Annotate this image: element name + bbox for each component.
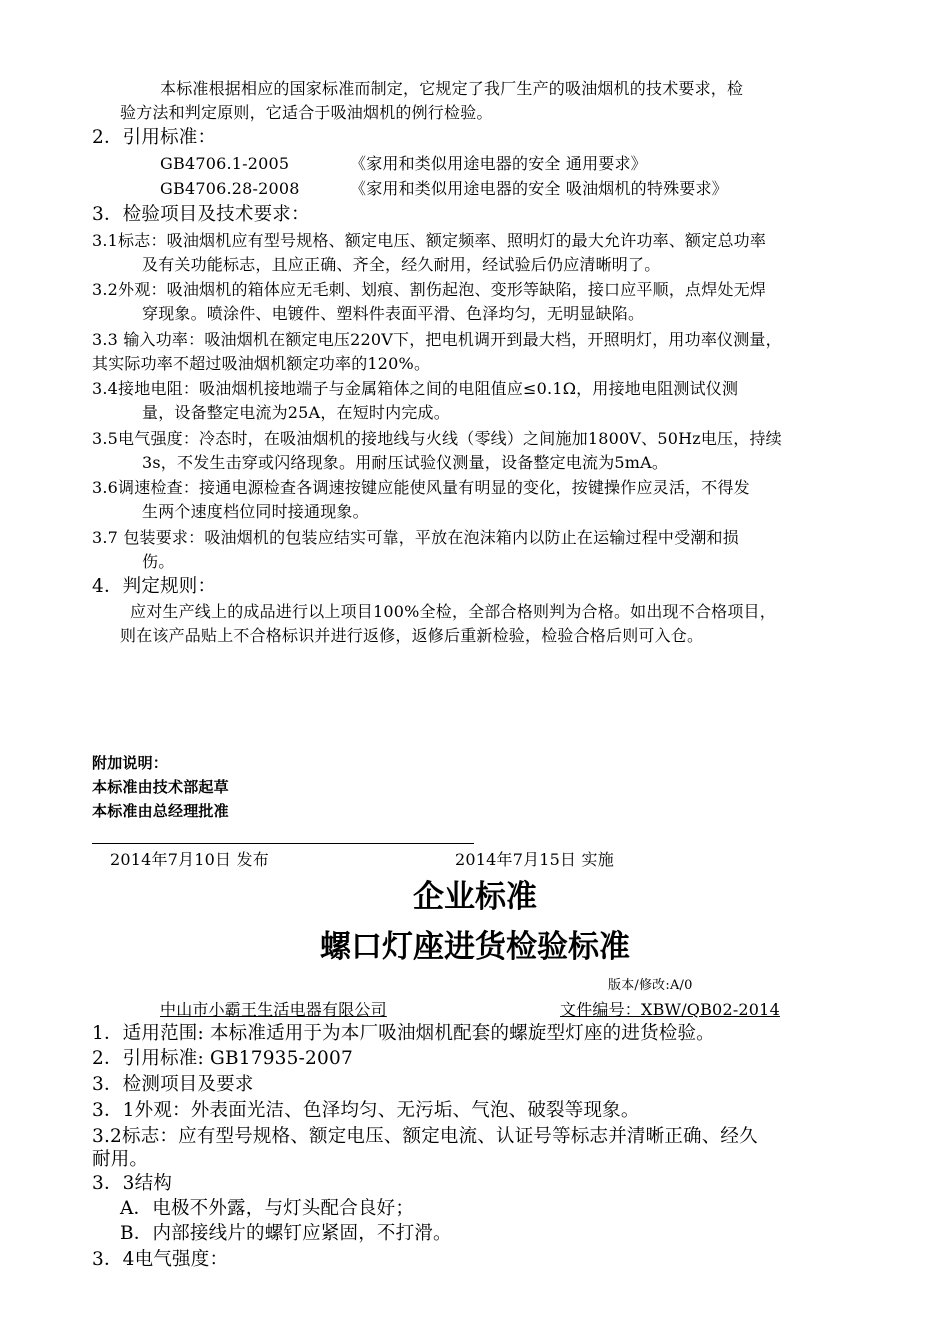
scope-line: 1．适用范围: 本标准适用于为本厂吸油烟机配套的螺旋型灯座的进货检验。 [92, 1023, 715, 1044]
item-3-3-line-1: 3.3 输入功率：吸油烟机在额定电压220V下，把电机调开到最大档，开照明灯，用功率仪测量， [92, 330, 782, 349]
ref-code-1: GB4706.1-2005 [160, 154, 290, 173]
structure-heading: 3．3结构 [92, 1173, 173, 1194]
publish-date: 2014年7月10日 发布 [110, 850, 269, 869]
item-3-2-line-1: 3.2外观：吸油烟机的箱体应无毛刺、划痕、割伤起泡、变形等缺陷，接口应平顺，点焊处无焊 [92, 280, 767, 299]
item-3-4-line-1: 3.4接地电阻：吸油烟机接地端子与金属箱体之间的电阻值应≤0.1Ω，用接地电阻测试仪测 [92, 379, 739, 398]
company-name: 中山市小霸王生活电器有限公司 [160, 1000, 387, 1019]
item-3-6-line-1: 3.6调速检查：接通电源检查各调速按键应能使风量有明显的变化，按键操作应灵活，不得发 [92, 478, 750, 497]
version-label: 版本/修改:A/0 [608, 978, 693, 993]
item-3-1-line-1: 3.1标志：吸油烟机应有型号规格、额定电压、额定频率、照明灯的最大允许功率、额定总功率 [92, 231, 767, 250]
electric-strength-heading: 3．4电气强度： [92, 1249, 229, 1270]
section-4-text-1: 应对生产线上的成品进行以上项目100%全检，全部合格则判为合格。如出现不合格项目， [130, 602, 776, 621]
section-4-text-2: 则在该产品贴上不合格标识并进行返修，返修后重新检验，检验合格后则可入仓。 [120, 626, 704, 645]
marking-line-2: 耐用。 [92, 1149, 149, 1170]
reference-line: 2．引用标准: GB17935-2007 [92, 1048, 353, 1069]
test-items-heading: 3．检测项目及要求 [92, 1074, 254, 1095]
file-number: 文件编号：XBW/QB02-2014 [560, 1000, 780, 1019]
item-3-7-line-2: 伤。 [142, 552, 175, 571]
section-2-heading: 2．引用标准： [92, 127, 217, 148]
ref-code-2: GB4706.28-2008 [160, 179, 300, 198]
note-approved: 本标准由总经理批准 [92, 802, 229, 820]
doc-title: 企业标准 [413, 879, 537, 915]
item-3-3-line-2: 其实际功率不超过吸油烟机额定功率的120%。 [92, 354, 431, 373]
intro-line-2: 验方法和判定原则，它适合于吸油烟机的例行检验。 [120, 103, 493, 122]
divider-line [92, 843, 474, 844]
intro-line-1: 本标准根据相应的国家标准而制定，它规定了我厂生产的吸油烟机的技术要求，检 [160, 79, 744, 98]
section-4-heading: 4．判定规则： [92, 576, 217, 597]
item-3-4-line-2: 量，设备整定电流为25A，在短时内完成。 [142, 403, 450, 422]
ref-title-1: 《家用和类似用途电器的安全 通用要求》 [350, 154, 647, 173]
item-3-5-line-1: 3.5电气强度：冷态时，在吸油烟机的接地线与火线（零线）之间施加1800V、50Hz电压，持续 [92, 429, 782, 448]
item-3-7-line-1: 3.7 包装要求：吸油烟机的包装应结实可靠，平放在泡沫箱内以防止在运输过程中受潮和损 [92, 528, 739, 547]
ref-title-2: 《家用和类似用途电器的安全 吸油烟机的特殊要求》 [350, 179, 728, 198]
doc-subtitle: 螺口灯座进货检验标准 [320, 929, 630, 965]
implement-date: 2014年7月15日 实施 [455, 850, 614, 869]
marking-line-1: 3.2标志：应有型号规格、额定电压、额定电流、认证号等标志并清晰正确、经久 [92, 1126, 758, 1147]
structure-item-a: A．电极不外露，与灯头配合良好； [120, 1198, 415, 1219]
appearance-line: 3．1外观：外表面光洁、色泽均匀、无污垢、气泡、破裂等现象。 [92, 1100, 640, 1121]
item-3-6-line-2: 生两个速度档位同时接通现象。 [142, 502, 369, 521]
item-3-5-line-2: 3s，不发生击穿或闪络现象。用耐压试验仪测量，设备整定电流为5mA。 [142, 453, 669, 472]
item-3-2-line-2: 穿现象。喷涂件、电镀件、塑料件表面平滑、色泽均匀，无明显缺陷。 [142, 304, 645, 323]
note-drafted: 本标准由技术部起草 [92, 778, 229, 796]
structure-item-b: B．内部接线片的螺钉应紧固，不打滑。 [120, 1223, 452, 1244]
section-3-heading: 3．检验项目及技术要求： [92, 204, 310, 225]
item-3-1-line-2: 及有关功能标志，且应正确、齐全，经久耐用，经试验后仍应清晰明了。 [142, 255, 661, 274]
notes-heading: 附加说明： [92, 754, 169, 772]
